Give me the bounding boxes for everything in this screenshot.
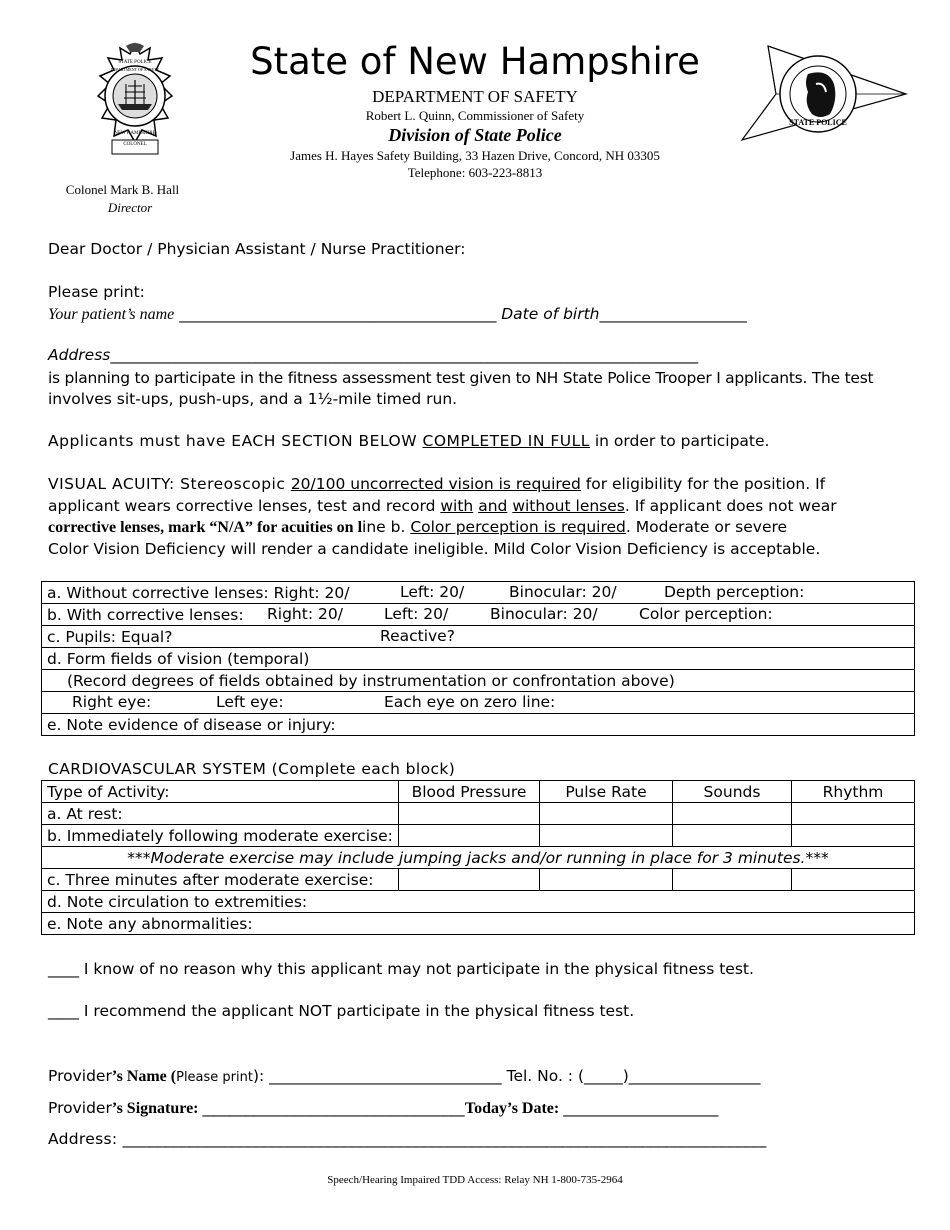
provider-name-row — [48, 1067, 761, 1086]
state-title: State of New Hampshire — [250, 40, 700, 83]
cardio-row-e — [42, 913, 915, 935]
visual-acuity-line-2 — [48, 497, 837, 515]
commissioner-line: Robert L. Quinn, Commissioner of Safety — [365, 108, 585, 123]
cardio-note-row — [42, 847, 915, 869]
cardio-row-b — [42, 825, 915, 847]
recommend-no[interactable]: ____ I recommend the applicant NOT participate in the physical fitness test. — [48, 1002, 635, 1020]
applicants-text: Applicants must have EACH SECTION BELOW — [48, 432, 423, 450]
cardio-c-bp-cell[interactable] — [399, 869, 540, 891]
cardio-b-rhythm-cell[interactable] — [792, 825, 915, 847]
visual-without-lenses: without lenses — [512, 497, 625, 515]
cardio-row-d — [42, 891, 915, 913]
provider-name-label-c: Please print — [176, 1070, 253, 1085]
cardio-c-sounds-cell[interactable] — [673, 869, 792, 891]
cardio-header-sounds: Sounds — [673, 781, 792, 803]
seal-left-label-3: NEW HAMPSHIRE — [114, 131, 156, 136]
provider-signature-label-b: ’s Signature: — [111, 1100, 203, 1117]
vision-d-zero-line: Each eye on zero line: — [384, 693, 556, 711]
recommend-yes[interactable]: ____ I know of no reason why this applicant may not participate in the physical fitness test. — [48, 960, 754, 978]
vision-row-c — [42, 626, 915, 648]
visual-text-2a: applicant wears corrective lenses, test and record — [48, 497, 441, 515]
cardio-header-rhythm: Rhythm — [792, 781, 915, 803]
dob-label: Date of birth — [501, 305, 600, 323]
address-row — [48, 346, 698, 364]
visual-acuity-line-1 — [48, 475, 825, 493]
completed-in-full: COMPLETED IN FULL — [422, 432, 590, 450]
vision-a-depth: Depth perception: — [664, 583, 805, 601]
cardio-a-rhythm-cell[interactable] — [792, 803, 915, 825]
todays-date-field[interactable]: ____________________ — [563, 1099, 719, 1117]
cardio-row-a — [42, 803, 915, 825]
cardio-b-sounds-cell[interactable] — [673, 825, 792, 847]
visual-color-req: Color perception is required — [410, 518, 626, 536]
cardio-c-pulse-cell[interactable] — [540, 869, 673, 891]
visual-text-3a: ine b. — [362, 518, 411, 536]
cardio-row-c-label: c. Three minutes after moderate exercise: — [42, 869, 399, 891]
vision-c-label: c. Pupils: Equal? — [47, 627, 173, 646]
cardio-a-sounds-cell[interactable] — [673, 803, 792, 825]
applicants-text-end: in order to participate. — [589, 432, 770, 450]
todays-date-label: Today’s Date: — [464, 1100, 564, 1117]
division-name: Division of State Police — [388, 125, 562, 145]
cardio-c-rhythm-cell[interactable] — [792, 869, 915, 891]
seal-left-label-2: DEPARTMENT OF SAFETY — [110, 67, 160, 72]
vision-e-label: e. Note evidence of disease or injury: — [47, 715, 336, 734]
vision-row-d-eyes — [42, 692, 915, 714]
vision-b-binocular: Binocular: 20/ — [490, 605, 598, 623]
visual-text-3b: . Moderate or severe — [625, 518, 788, 536]
vision-row-d — [42, 648, 915, 670]
vision-d-note: (Record degrees of fields obtained by instrumentation or confrontation above) — [67, 671, 675, 690]
cardio-header-activity: Type of Activity: — [42, 781, 399, 803]
vision-a-binocular: Binocular: 20/ — [509, 583, 617, 601]
provider-address-row[interactable]: Address: ________________________________________________________________________________ — [48, 1130, 767, 1148]
visual-and: and — [478, 497, 508, 515]
vision-row-d-note — [42, 670, 915, 692]
visual-text-1b: for eligibility for the position. If — [580, 475, 826, 493]
vision-b-left: Left: 20/ — [384, 605, 449, 623]
cardio-row-a-label: a. At rest: — [42, 803, 399, 825]
cardio-b-bp-cell[interactable] — [399, 825, 540, 847]
vision-a-label: a. Without corrective lenses: Right: 20/ — [47, 583, 350, 602]
applicants-requirement — [48, 432, 769, 450]
dob-field[interactable]: ___________________ — [599, 305, 747, 323]
cardio-exercise-note: ***Moderate exercise may include jumping jacks and/or running in place for 3 minutes.*** — [42, 847, 915, 869]
colonel-title: Director — [107, 200, 153, 215]
intro-line-2: involves sit-ups, push-ups, and a 1½-mile timed run. — [48, 390, 458, 408]
cardio-header-bp: Blood Pressure — [399, 781, 540, 803]
provider-name-label-b: ’s Name ( — [111, 1068, 177, 1085]
cardio-a-pulse-cell[interactable] — [540, 803, 673, 825]
vision-d-right-eye: Right eye: — [72, 693, 152, 711]
provider-name-field[interactable]: ): ______________________________ — [252, 1067, 502, 1085]
vision-b-label: b. With corrective lenses: — [47, 605, 244, 624]
provider-signature-row — [48, 1099, 718, 1118]
provider-signature-label-a: Provider — [48, 1099, 112, 1117]
vision-row-e — [42, 714, 915, 736]
colonel-name: Colonel Mark B. Hall — [65, 182, 180, 197]
cardio-table — [41, 780, 915, 935]
visual-uncorrected-req: 20/100 uncorrected vision is required — [290, 475, 581, 493]
provider-signature-field[interactable]: _________________________________ — [202, 1099, 465, 1117]
cardio-row-d-label[interactable]: d. Note circulation to extremities: — [42, 891, 915, 913]
department-name: DEPARTMENT OF SAFETY — [372, 87, 578, 106]
vision-table — [41, 581, 915, 736]
cardio-title: CARDIOVASCULAR SYSTEM (Complete each block) — [48, 760, 456, 778]
vision-d-label: d. Form fields of vision (temporal) — [47, 649, 310, 668]
vision-row-b — [42, 604, 915, 626]
visual-text-2b: . If applicant does not wear — [624, 497, 837, 515]
please-print-label: Please print: — [48, 283, 145, 301]
cardio-row-b-label: b. Immediately following moderate exercise: — [42, 825, 399, 847]
cardio-a-bp-cell[interactable] — [399, 803, 540, 825]
vision-b-color: Color perception: — [639, 605, 773, 623]
seal-left-label-1: STATE POLICE — [118, 60, 152, 65]
address-field[interactable]: _________________________________________________________________________________ — [110, 346, 698, 364]
seal-right-label: STATE POLICE — [789, 118, 847, 127]
vision-c-reactive: Reactive? — [380, 627, 455, 645]
seal-left-label-4: COLONEL — [123, 142, 147, 147]
intro-line-1: is planning to participate in the fitness assessment test given to NH State Police Trooper I applicants. The test — [48, 369, 874, 387]
vision-d-left-eye: Left eye: — [216, 693, 284, 711]
salutation: Dear Doctor / Physician Assistant / Nurse Practitioner: — [48, 240, 466, 258]
provider-name-label-a: Provider — [48, 1067, 112, 1085]
provider-tel-field[interactable]: Tel. No. : (_____)_________________ — [501, 1067, 761, 1085]
patient-name-label: Your patient’s name — [48, 306, 175, 323]
cardio-header-pulse: Pulse Rate — [540, 781, 673, 803]
cardio-b-pulse-cell[interactable] — [540, 825, 673, 847]
footer-tdd: Speech/Hearing Impaired TDD Access: Relay NH 1-800-735-2964 — [327, 1174, 623, 1186]
division-telephone: Telephone: 603-223-8813 — [407, 165, 543, 180]
cardio-header-row — [42, 781, 915, 803]
patient-name-row — [48, 305, 747, 324]
visual-acuity-line-3 — [48, 518, 787, 537]
division-address: James H. Hayes Safety Building, 33 Hazen Drive, Concord, NH 03305 — [290, 148, 660, 163]
visual-text-1a: VISUAL ACUITY: Stereoscopic — [48, 475, 291, 493]
vision-a-left: Left: 20/ — [400, 583, 465, 601]
address-label: Address — [48, 346, 111, 364]
state-police-badge-right — [738, 44, 908, 142]
patient-name-field[interactable]: __________________________________________ — [179, 305, 497, 323]
vision-b-right: Right: 20/ — [267, 605, 343, 623]
visual-acuity-line-4: Color Vision Deficiency will render a candidate ineligible. Mild Color Vision Deficiency is acceptable. — [48, 540, 821, 558]
visual-na-instruction: corrective lenses, mark “N/A” for acuities on l — [48, 519, 363, 536]
visual-with: with — [440, 497, 474, 515]
cardio-row-c — [42, 869, 915, 891]
cardio-row-e-label[interactable]: e. Note any abnormalities: — [42, 913, 915, 935]
vision-row-a — [42, 582, 915, 604]
